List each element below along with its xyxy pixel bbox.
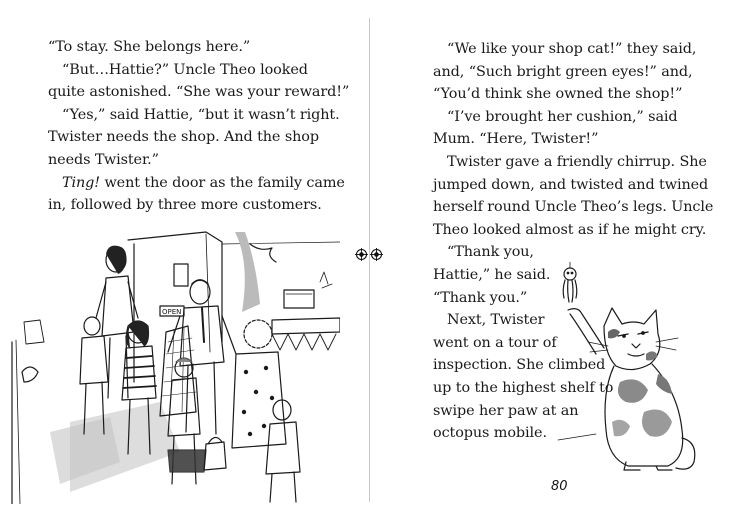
paragraph-line: inspection. She climbed bbox=[433, 357, 606, 374]
paragraph-line: and, “Such bright green eyes!” and, bbox=[433, 63, 693, 80]
paragraph-line: needs Twister.” bbox=[48, 151, 159, 168]
registration-marks bbox=[355, 248, 383, 261]
paragraph-line: Mum. “Here, Twister!” bbox=[433, 131, 599, 148]
paragraph-line: herself round Uncle Theo’s legs. Uncle bbox=[433, 199, 714, 216]
paragraph-line: Twister needs the shop. And the shop bbox=[48, 129, 319, 146]
paragraph-line: quite astonished. “She was your reward!” bbox=[48, 84, 350, 101]
paragraph-line: Hattie,” he said. bbox=[433, 266, 551, 283]
left-page-text bbox=[48, 36, 348, 217]
registration-mark-icon bbox=[370, 248, 383, 261]
paragraph-line: “You’d think she owned the shop!” bbox=[433, 86, 683, 103]
page-number: 80 bbox=[551, 479, 568, 494]
paragraph-line: “Thank you, bbox=[447, 244, 534, 261]
paragraph-line: octopus mobile. bbox=[433, 425, 547, 442]
paragraph-line: “But…Hattie?” Uncle Theo looked bbox=[62, 61, 308, 78]
paragraph-text: went the door as the family came bbox=[99, 174, 345, 191]
paragraph-line: up to the highest shelf to bbox=[433, 379, 614, 396]
paragraph-line bbox=[48, 172, 348, 195]
registration-mark-icon bbox=[355, 248, 368, 261]
paragraph-line: “I’ve brought her cushion,” said bbox=[447, 108, 678, 125]
paragraph-line: Next, Twister bbox=[447, 312, 545, 329]
paragraph-line: in, followed by three more customers. bbox=[48, 197, 322, 214]
paragraph-line: swipe her paw at an bbox=[433, 402, 579, 419]
paragraph-line: “To stay. She belongs here.” bbox=[48, 39, 251, 55]
paragraph-line: “Yes,” said Hattie, “but it wasn’t right. bbox=[62, 106, 340, 123]
open-sign: OPEN bbox=[162, 308, 182, 316]
cat-illustration bbox=[548, 262, 698, 474]
paragraph-line: went on a tour of bbox=[433, 334, 557, 351]
family-illustration bbox=[10, 222, 340, 504]
paragraph-line: “Thank you.” bbox=[433, 289, 528, 306]
paragraph-line: “We like your shop cat!” they said, bbox=[447, 41, 697, 57]
paragraph-line: Twister gave a friendly chirrup. She bbox=[447, 153, 707, 170]
sound-word: Ting! bbox=[62, 174, 100, 191]
paragraph-line: jumped down, and twisted and twined bbox=[433, 176, 709, 193]
paragraph-line: Theo looked almost as if he might cry. bbox=[433, 221, 707, 238]
